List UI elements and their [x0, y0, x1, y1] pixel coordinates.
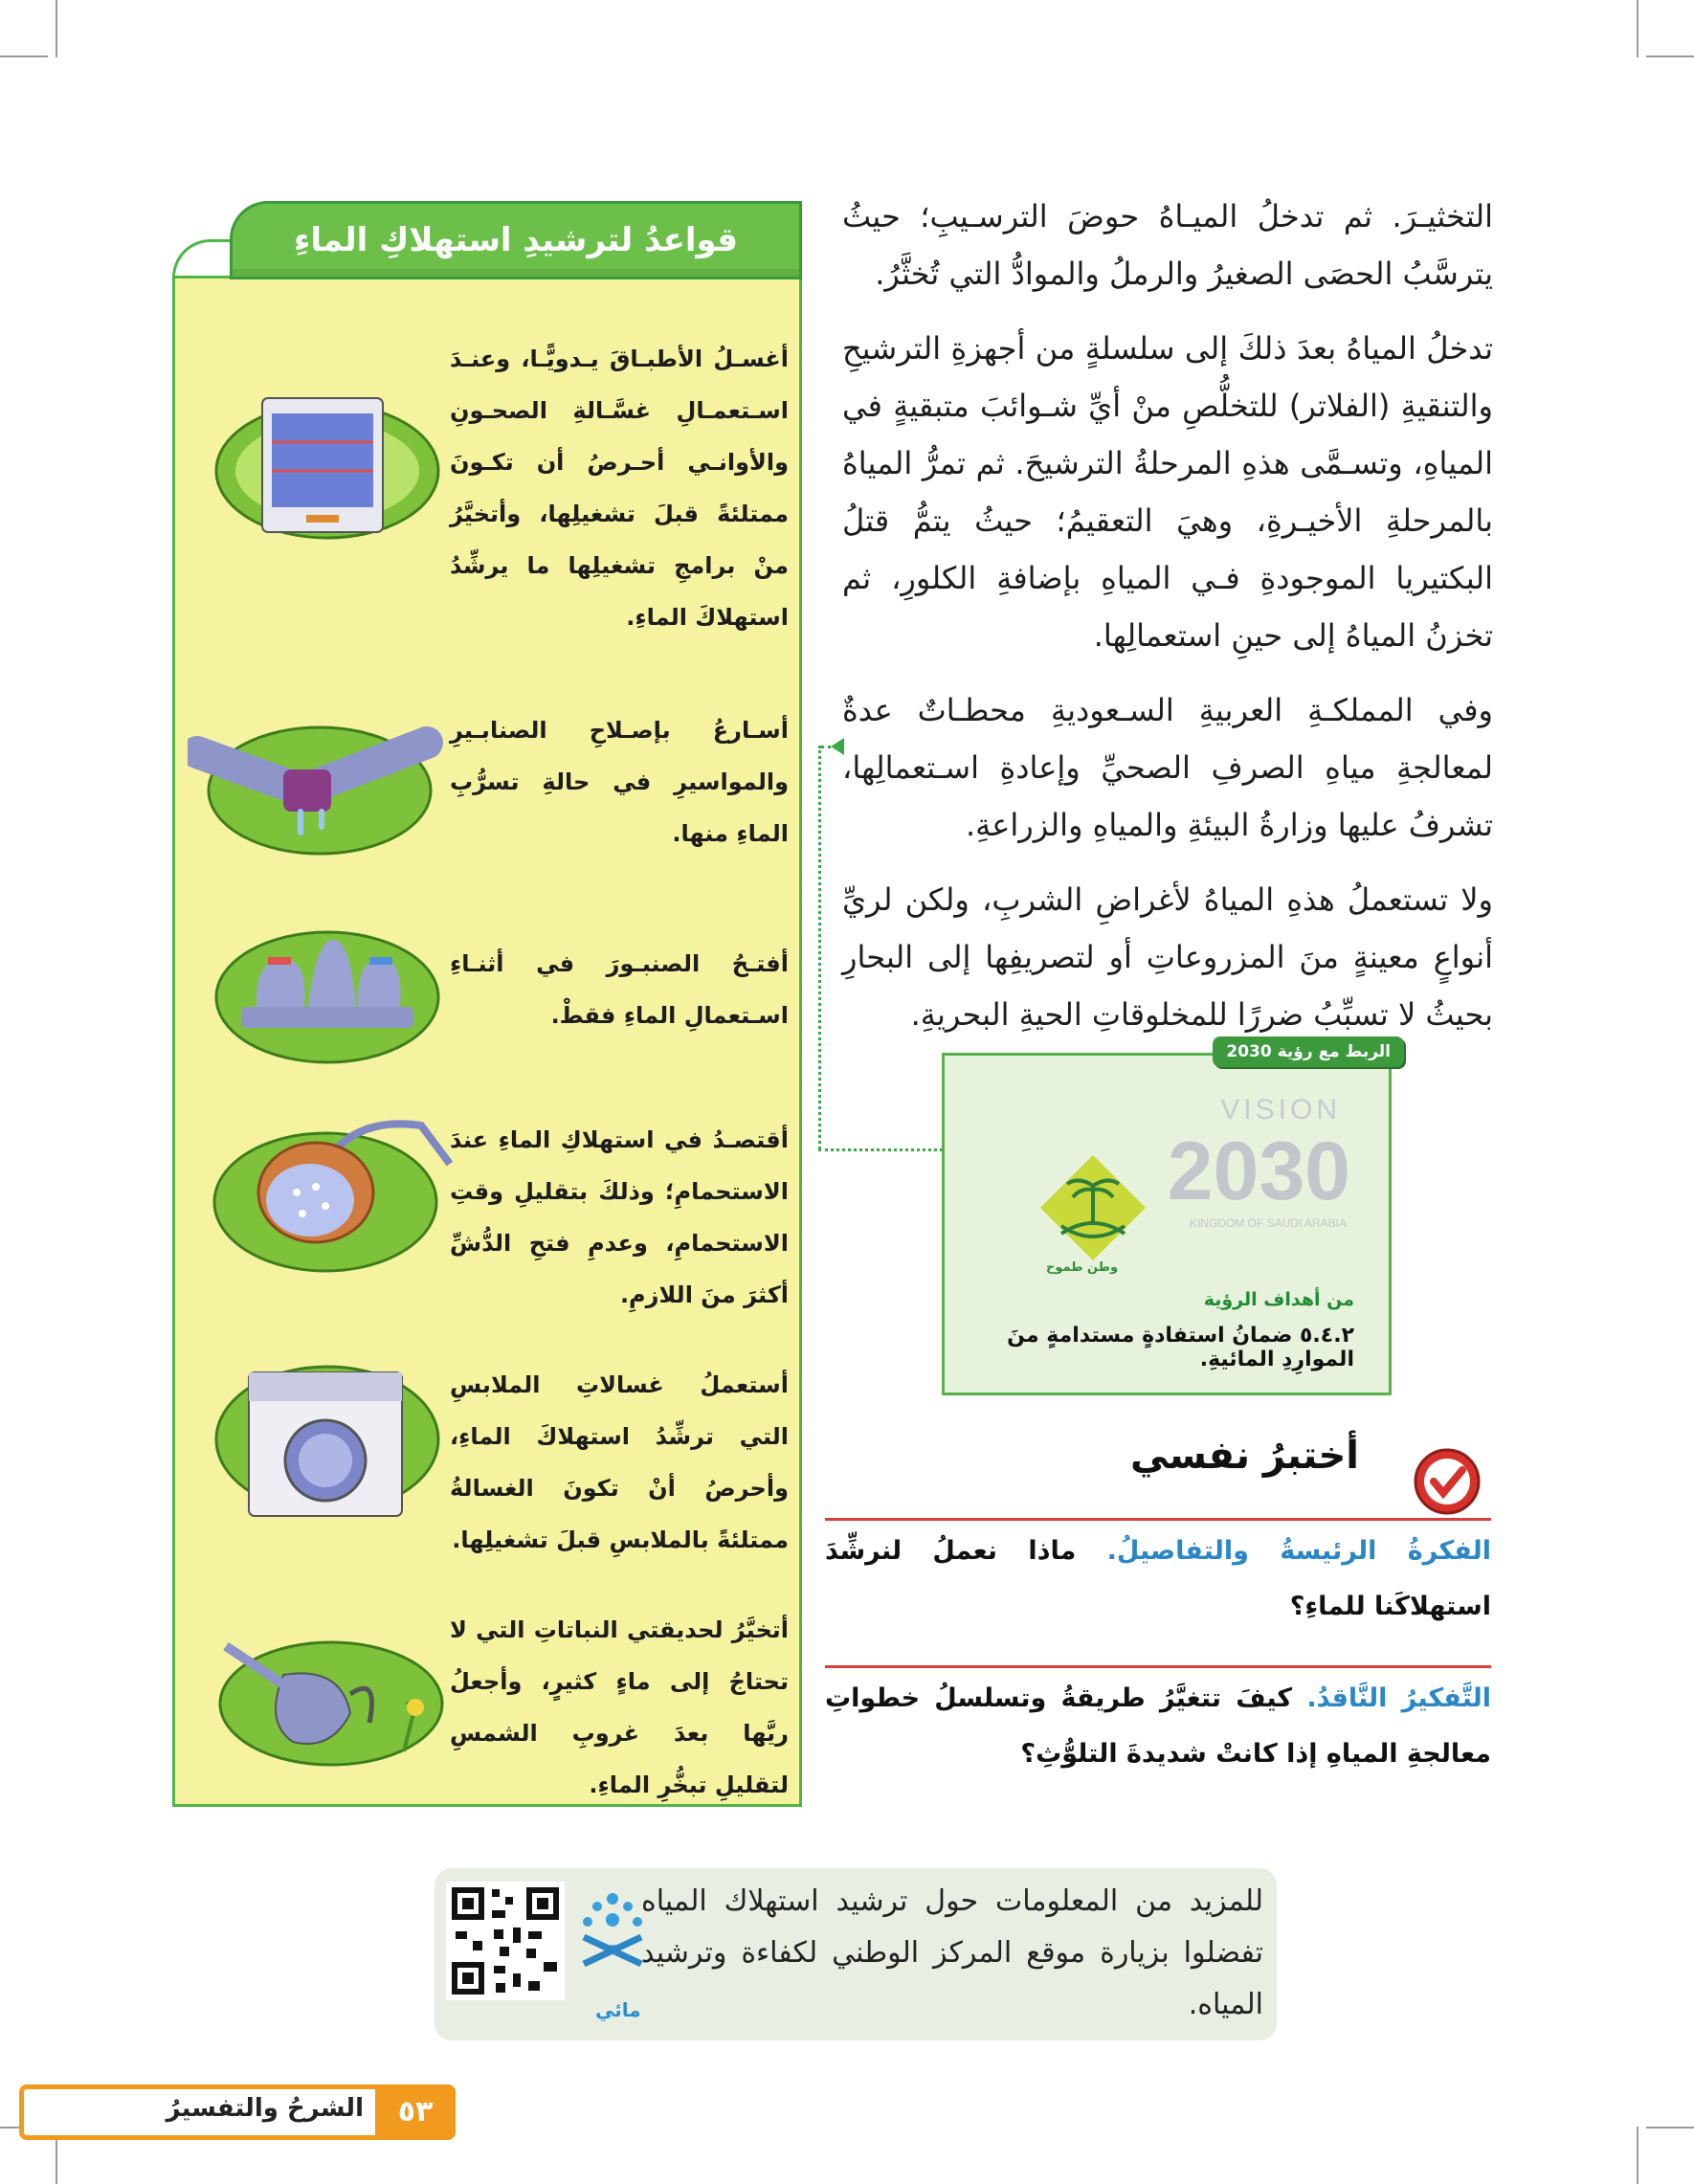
dishwasher-icon: [212, 375, 442, 547]
leaking-pipe-icon: [188, 685, 446, 858]
vision-goal-title: من أهداف الرؤية: [1203, 1289, 1354, 1310]
rule-item: أسـارعُ بإصـلاحِ الصنابـيرِ والمواسيرِ في حالةِ تسرُّبِ الماءِ منها.: [450, 717, 789, 847]
shower-icon: [211, 1106, 459, 1288]
question-divider: [825, 1518, 1491, 1521]
question-critical-thinking: [825, 1671, 1491, 1782]
palm-swords-emblem-icon: [1040, 1155, 1146, 1260]
crop-mark: [1646, 2127, 1694, 2128]
vision-number: 2030: [1167, 1125, 1350, 1217]
watering-can-icon: [188, 1608, 456, 1771]
paragraph-water-uses: ولا تستعملُ هذهِ المياهُ لأغراضِ الشربِ، ولكن لريِّ أنواعٍ معينةٍ منَ المزروعاتِ أو لتصريفِها إلى البحارِ بحيثُ لا تسبِّبُ ضررًا للمخلوقاتِ الحيةِ البحريةِ.: [842, 881, 1493, 1033]
maai-logo-icon: [574, 1887, 651, 1995]
question-text: كيفَ تتغيَّرُ طريقةُ وتسلسلُ خطواتِ معالجةِ المياهِ إذا كانتْ شديدةَ التلوُّثِ؟: [825, 1683, 1491, 1769]
connector-line: [818, 1148, 943, 1151]
question-divider: [825, 1665, 1491, 1668]
crop-mark: [0, 56, 48, 57]
vision-kingdom: KINGDOM OF SAUDI ARABIA: [1189, 1216, 1347, 1230]
vision-tag: الربط مع رؤية 2030: [1213, 1036, 1404, 1067]
qr-code-icon[interactable]: [446, 1882, 565, 2000]
section-title: الشرحُ والتفسيرُ: [166, 2094, 364, 2123]
rules-title: قواعدُ لترشيدِ استهلاكِ الماءِ: [230, 201, 802, 279]
paragraph-saudi-plants: وفي المملكـةِ العربيةِ السـعوديةِ محطـاتٌ عدةٌ لمعالجةِ مياهِ الصرفِ الصحيِّ وإعادةِ اسـتعمالِها، تشرفُ عليها وزارةُ البيئةِ والمياهِ والزراعةِ.: [842, 692, 1493, 843]
maai-logo-label: مائي: [595, 1998, 641, 2021]
vision-slogan: وطن طموح: [1046, 1260, 1119, 1275]
test-yourself-title: أختبرُ نفسي: [1130, 1434, 1359, 1478]
question-text: ماذا نعملُ لنرشِّدَ استهلاكَنا للماءِ؟: [825, 1536, 1491, 1621]
main-text-column: [842, 188, 1493, 1060]
rule-item: أقتصـدُ في استهلاكِ الماءِ عندَ الاستحمامِ؛ وذلكَ بتقليلِ وقتِ الاستحمامِ، وعدمِ فتحِ الدُّشِّ أكثرَ منَ اللازمِ.: [450, 1126, 789, 1308]
crop-mark: [56, 0, 57, 57]
washing-machine-icon: [212, 1344, 442, 1526]
rule-item: أستعملُ غسالاتِ الملابسِ التي ترشِّدُ استهلاكَ الماءِ، وأحرصُ أنْ تكونَ الغسالةُ ممتلئةً بالملابسِ قبلَ تشغيلِها.: [450, 1371, 789, 1553]
question-main-idea: [825, 1524, 1491, 1635]
vision-2030-box: [942, 1042, 1392, 1395]
connector-line: [818, 746, 821, 1149]
arrow-icon: [831, 738, 844, 755]
question-lead: التَّفكيرُ النَّاقدُ.: [1306, 1683, 1491, 1713]
paragraph-sedimentation: التخثيـرَ. ثم تدخلُ الميـاهُ حوضَ الترسـيبِ؛ حيثُ يترسَّبُ الحصَى الصغيرُ والرملُ والموادُّ التي تُخثَّرُ.: [842, 198, 1493, 292]
faucet-icon: [212, 911, 442, 1074]
crop-mark: [1646, 56, 1694, 57]
checkmark-icon: [1413, 1447, 1482, 1516]
rule-item: أفتـحُ الصنبـورَ في أثنـاءِ اسـتعمالِ الماءِ فقطْ.: [450, 950, 789, 1029]
rule-item: أغسـلُ الأطبـاقَ يـدويًّـا، وعنـدَ اسـتعمـالِ غسَّـالةِ الصحـونِ والأوانـي أحـرصُ أن تكـونَ ممتلئةً قبلَ تشغيلِها، وأتخيَّرُ منْ برامجِ تشغيلِها ما يرشِّدُ استهلاكَ الماءِ.: [450, 345, 789, 631]
info-text: للمزيد من المعلومات حول ترشيد استهلاك المياه تفضلوا بزيارة موقع المركز الوطني لكفاءة وترشيد المياه.: [641, 1884, 1263, 2021]
vision-goal: ٥.٤.٢ ضمانُ استفادةٍ مستدامةٍ منَ الموارِدِ المائيةِ.: [1007, 1324, 1354, 1371]
crop-mark: [1637, 2127, 1638, 2184]
paragraph-filtration: تدخلُ المياهُ بعدَ ذلكَ إلى سلسلةٍ من أجهزةِ الترشيحِ والتنقيةِ (الفلاتر) للتخلُّصِ منْ أيِّ شـوائبَ متبقيةٍ في المياهِ، وتسـمَّى هذهِ المرحلةُ الترشيحَ. ثم تمرُّ المياهُ بالمرحلةِ الأخيـرةِ، وهيَ التعقيمُ؛ حيثُ يتمُّ قتلُ البكتيريا الموجودةِ فـي المياهِ بإضافةِ الكلورِ، ثم تخزنُ المياهُ إلى حينِ استعمالِها.: [842, 330, 1493, 654]
page-number: ٥٣: [375, 2084, 456, 2140]
crop-mark: [1637, 0, 1638, 57]
question-lead: الفكرةُ الرئيسةُ والتفاصيلُ.: [1106, 1536, 1491, 1566]
rule-item: أتخيَّرُ لحديقتي النباتاتِ التي لا تحتاجُ إلى ماءٍ كثيرٍ، وأجعلُ ريَّها بعدَ غروبِ الشمسِ لتقليلِ تبخُّرِ الماءِ.: [450, 1616, 789, 1798]
vision-word: VISION: [1220, 1094, 1341, 1125]
